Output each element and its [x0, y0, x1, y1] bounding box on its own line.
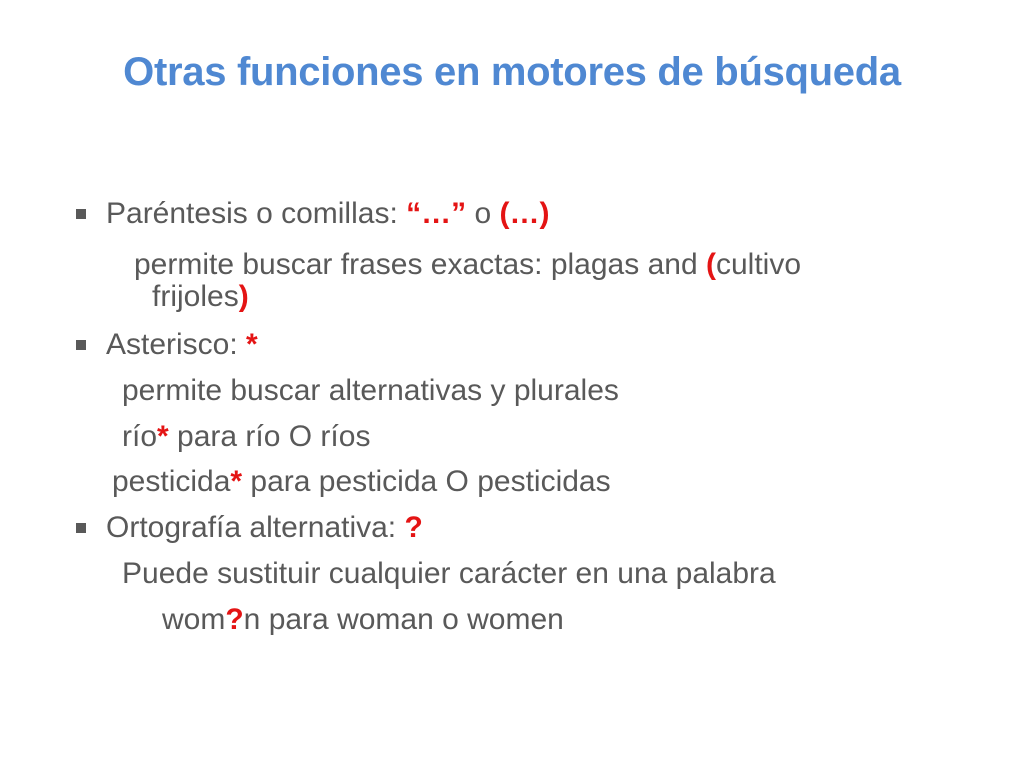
description-line — [152, 279, 249, 315]
bullet-text: Asterisco: — [106, 328, 247, 361]
bullet-text: o — [466, 197, 500, 230]
line-text: wom — [162, 603, 226, 636]
line-text: cultivo — [715, 248, 802, 281]
line-text: permite buscar alternativas y plurales — [122, 374, 619, 407]
line-text: para pesticida O pesticidas — [242, 465, 611, 498]
line-text: pesticida — [112, 465, 231, 498]
bullet-asterisco — [106, 327, 258, 363]
slide-title: Otras funciones en motores de búsqueda — [123, 50, 901, 94]
bullet-square-icon — [76, 209, 86, 219]
question-mark-symbol: ? — [404, 511, 423, 544]
parentheses-symbol: (…) — [499, 197, 550, 230]
bullet-square-icon — [76, 340, 86, 350]
description-line — [122, 373, 619, 409]
question-mark-symbol: ? — [225, 603, 244, 636]
asterisk-symbol: * — [157, 420, 169, 453]
asterisk-symbol: * — [246, 328, 258, 361]
close-paren-symbol: ) — [238, 280, 249, 313]
line-text: permite buscar frases exactas: plagas and — [134, 248, 706, 281]
bullet-text: Ortografía alternativa: — [106, 511, 405, 544]
line-text: n para woman o women — [243, 603, 564, 636]
open-paren-symbol: ( — [705, 248, 716, 281]
example-line — [122, 419, 370, 455]
example-line — [162, 602, 564, 638]
bullet-square-icon — [76, 523, 86, 533]
line-text: Puede sustituir cualquier carácter en una palabra — [122, 557, 776, 590]
bullet-parentesis — [106, 196, 549, 232]
bullet-text: Paréntesis o comillas: — [106, 197, 407, 230]
line-text: para río O ríos — [168, 420, 371, 453]
bullet-ortografia — [106, 510, 423, 546]
description-line — [134, 247, 801, 283]
description-line — [122, 556, 776, 592]
example-line — [112, 464, 611, 500]
line-text: frijoles — [152, 280, 239, 313]
asterisk-symbol: * — [230, 465, 243, 498]
quotes-symbol: “…” — [406, 197, 467, 230]
line-text: río — [122, 420, 158, 453]
